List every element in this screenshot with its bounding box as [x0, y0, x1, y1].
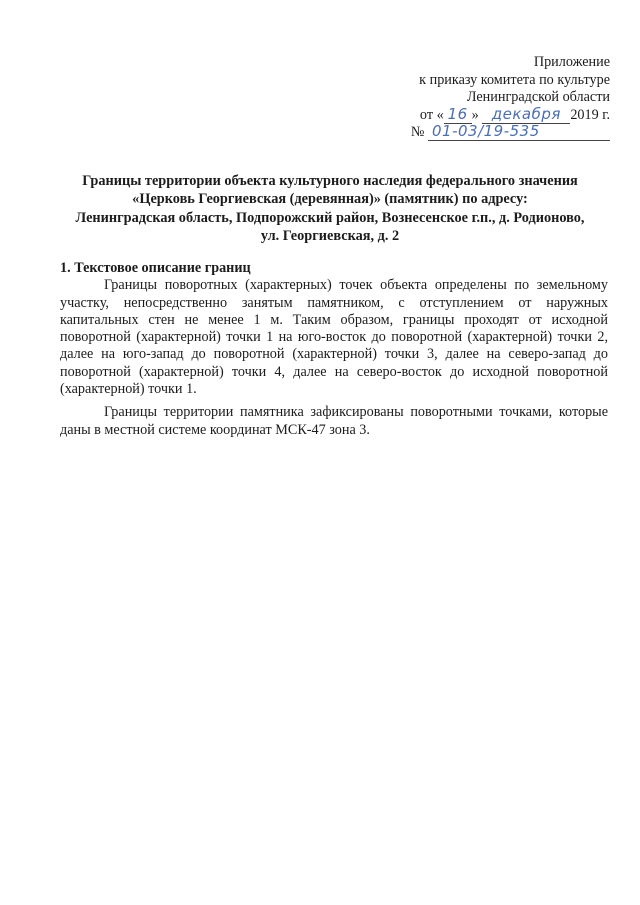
date-mid: »: [471, 106, 479, 123]
number-field: [428, 124, 610, 141]
appendix-number: [310, 124, 610, 142]
title-line-3: Ленинградская область, Подпорожский район, Вознесенское г.п., д. Родионово,: [75, 209, 585, 226]
appendix-header: [310, 54, 610, 142]
section-heading: 1. Текстовое описание границ: [60, 260, 251, 276]
boundary-description-paragraph: Границы поворотных (характерных) точек объекта определены по земельному участку, непосредственно занятым памятником, с отступлением от наружных капитальных стен не менее 1 м. Таким образом, границы проходят от исходной поворотной (характерной) точки 1 на юго-восток до поворотной (характерной) точки 2, далее на юго-запад до поворотной (характерной) точки 3, далее на северо-запад до поворотной (характерной) точки 4, далее на северо-восток до исходной поворотной (характерной) точки 1.: [60, 277, 608, 398]
title-line-2: «Церковь Георгиевская (деревянная)» (памятник) по адресу:: [132, 191, 528, 208]
date-day-field: [444, 104, 472, 124]
date-day-handwritten: 16: [447, 104, 468, 123]
document-body: [60, 260, 608, 439]
date-prefix: от «: [419, 106, 444, 123]
title-line-1: Границы территории объекта культурного наследия федерального значения: [82, 173, 578, 189]
coordinate-system-paragraph: Границы территории памятника зафиксированы поворотными точками, которые даны в местной системе координат МСК-47 зона 3.: [60, 404, 608, 438]
date-month-field: [482, 104, 570, 124]
appendix-label: Приложение: [533, 54, 610, 70]
date-year: 2019 г.: [570, 106, 610, 123]
document-title: [40, 172, 620, 245]
appendix-region: Ленинградской области: [466, 89, 610, 105]
number-handwritten: 01-03/19-535: [432, 122, 540, 140]
date-month-handwritten: декабря: [491, 104, 561, 123]
appendix-order-ref: к приказу комитета по культуре: [419, 71, 610, 88]
title-line-4: ул. Георгиевская, д. 2: [260, 227, 400, 244]
number-prefix: №: [410, 124, 425, 140]
